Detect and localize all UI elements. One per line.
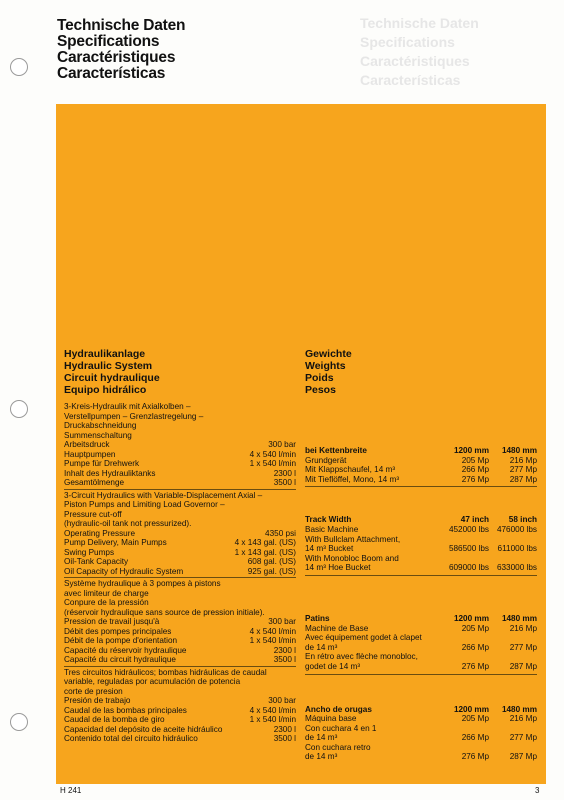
weights-row-label: With Bullclam Attachment, bbox=[305, 534, 401, 544]
spec-label: Hauptpumpen bbox=[64, 449, 116, 459]
weights-row bbox=[305, 643, 537, 653]
spec-value: 3500 l bbox=[273, 655, 296, 664]
orange-panel bbox=[56, 104, 546, 784]
hydraulics-block bbox=[64, 402, 296, 490]
description-line: Pressure cut-off bbox=[64, 509, 122, 519]
weights-row-label: Con cuchara retro bbox=[305, 742, 371, 752]
spec-label: Pression de travail jusqu'à bbox=[64, 617, 160, 626]
weights-value bbox=[489, 743, 537, 753]
punch-hole bbox=[10, 713, 28, 731]
block-description bbox=[64, 402, 296, 440]
spec-label: Débit de la pompe d'orientation bbox=[64, 636, 178, 645]
weights-header-col: 1200 mm bbox=[453, 704, 489, 714]
spec-row bbox=[64, 548, 296, 558]
page-titles bbox=[57, 18, 185, 82]
weights-row bbox=[305, 456, 537, 466]
weights-row-label: Mit Tieflöffel, Mono, 14 m³ bbox=[305, 474, 400, 484]
weights-section bbox=[305, 705, 537, 765]
weights-value: 266 Mp bbox=[461, 642, 489, 652]
weights-row-label: Máquina base bbox=[305, 714, 357, 724]
spec-row bbox=[64, 655, 296, 665]
spec-row bbox=[64, 478, 296, 488]
spec-value: 1 x 143 gal. (US) bbox=[234, 547, 296, 557]
weights-value bbox=[441, 743, 489, 753]
description-line: variable, reguladas por acumulación de potencia bbox=[64, 677, 241, 686]
weights-value: 277 Mp bbox=[509, 642, 537, 652]
weights-value bbox=[441, 633, 489, 643]
weights-header-col: 1200 mm bbox=[453, 446, 489, 455]
spec-label: Pumpe für Drehwerk bbox=[64, 459, 140, 468]
weights-row-label: de 14 m³ bbox=[305, 752, 338, 762]
weights-header-col: 1480 mm bbox=[501, 613, 537, 623]
spec-value: 300 bar bbox=[268, 440, 296, 449]
weights-tables bbox=[305, 446, 537, 764]
weights-value bbox=[441, 554, 489, 564]
spec-value: 300 bar bbox=[268, 617, 296, 626]
spec-row bbox=[64, 617, 296, 627]
hydraulics-headers bbox=[64, 348, 296, 396]
weights-row-label: En rétro avec flèche monobloc, bbox=[305, 652, 418, 662]
description-line: Verstellpumpen – Grenzlastregelung – bbox=[64, 411, 204, 421]
weights-value: 633000 lbs bbox=[496, 563, 537, 573]
description-line: Tres circuitos hidráulicos; bombas hidráulicas de caudal bbox=[64, 667, 267, 677]
weights-column bbox=[305, 348, 537, 764]
title-es: Características bbox=[57, 65, 166, 82]
spec-row bbox=[64, 567, 296, 577]
title-en: Specifications bbox=[57, 33, 160, 50]
description-line: 3-Circuit Hydraulics with Variable-Displacement Axial – bbox=[64, 490, 263, 500]
title-de: Technische Daten bbox=[57, 17, 186, 34]
spec-value: 4 x 540 l/min bbox=[249, 449, 296, 459]
weights-row bbox=[305, 624, 537, 634]
spec-value: 925 gal. (US) bbox=[247, 566, 296, 576]
weights-value: 216 Mp bbox=[509, 623, 537, 633]
weights-row-label: 14 m³ Hoe Bucket bbox=[305, 563, 371, 573]
weights-value bbox=[441, 652, 489, 662]
hydraulics-column bbox=[64, 348, 296, 746]
weights-row-label: Grundgerät bbox=[305, 455, 347, 465]
spec-row bbox=[64, 557, 296, 567]
weights-header-row bbox=[305, 614, 537, 624]
description-line: Summenschaltung bbox=[64, 430, 132, 440]
spec-label: Oil-Tank Capacity bbox=[64, 557, 129, 566]
description-line: Conpure de la pressión bbox=[64, 598, 149, 607]
weights-value: 611000 lbs bbox=[497, 544, 537, 554]
bleed-through-titles bbox=[360, 14, 479, 90]
weights-value bbox=[489, 652, 537, 662]
weights-value bbox=[489, 535, 537, 545]
weights-row bbox=[305, 563, 537, 573]
spec-value: 608 gal. (US) bbox=[247, 557, 296, 566]
weights-section bbox=[305, 515, 537, 576]
weights-row bbox=[305, 525, 537, 535]
weights-row-label: Machine de Base bbox=[305, 623, 369, 633]
ghost-title: Specifications bbox=[360, 34, 455, 50]
weights-header-col: 58 inch bbox=[508, 515, 537, 525]
weights-value: 216 Mp bbox=[509, 714, 537, 724]
weights-value: 277 Mp bbox=[509, 465, 537, 475]
weights-value bbox=[489, 633, 537, 643]
description-line: 3-Kreis-Hydraulik mit Axialkolben – bbox=[64, 402, 191, 411]
ghost-title: Technische Daten bbox=[360, 15, 479, 31]
weights-value: 205 Mp bbox=[461, 623, 489, 633]
weights-value: 277 Mp bbox=[509, 733, 537, 743]
spec-row bbox=[64, 706, 296, 716]
description-line: Druckabschneidung bbox=[64, 421, 137, 430]
spec-value: 4 x 143 gal. (US) bbox=[234, 538, 296, 547]
weights-header-col: 47 inch bbox=[460, 515, 489, 525]
block-description bbox=[64, 668, 296, 697]
spec-value: 4350 psi bbox=[265, 528, 296, 538]
spec-label: Capacidad del depósito de aceite hidráulico bbox=[64, 724, 223, 734]
description-line: avec limiteur de charge bbox=[64, 588, 149, 598]
weights-value: 276 Mp bbox=[461, 474, 489, 484]
spec-row bbox=[64, 636, 296, 646]
weights-row bbox=[305, 554, 537, 564]
weights-row bbox=[305, 535, 537, 545]
spec-label: Arbeitsdruck bbox=[64, 440, 110, 449]
spec-label: Caudal de las bombas principales bbox=[64, 705, 187, 715]
spec-label: Caudal de la bomba de giro bbox=[64, 715, 165, 724]
weights-header-label: bei Kettenbreite bbox=[305, 446, 367, 455]
weights-row-label: de 14 m³ bbox=[305, 642, 338, 652]
weights-value: 609000 lbs bbox=[448, 563, 489, 573]
section-heading: Pesos bbox=[305, 384, 336, 396]
spec-label: Gesamtölmenge bbox=[64, 478, 125, 487]
weights-row bbox=[305, 752, 537, 762]
description-line: Système hydraulique à 3 pompes à pistons bbox=[64, 579, 221, 588]
weights-row bbox=[305, 475, 537, 485]
weights-value bbox=[489, 554, 537, 564]
spec-row bbox=[64, 696, 296, 706]
hydraulics-block bbox=[64, 491, 296, 579]
section-heading: Poids bbox=[305, 372, 334, 384]
punch-hole bbox=[10, 400, 28, 418]
spec-label: Inhalt des Hydrauliktanks bbox=[64, 468, 156, 478]
spec-value: 1 x 540 l/min bbox=[249, 715, 296, 724]
page-number: 3 bbox=[535, 786, 540, 795]
section-heading: Gewichte bbox=[305, 348, 352, 360]
weights-row-label: godet de 14 m³ bbox=[305, 661, 361, 671]
weights-header-row bbox=[305, 446, 537, 456]
weights-value: 205 Mp bbox=[461, 455, 489, 465]
weights-value: 266 Mp bbox=[461, 465, 489, 475]
block-description bbox=[64, 491, 296, 529]
description-line: (hydraulic-oil tank not pressurized). bbox=[64, 519, 192, 528]
weights-section bbox=[305, 446, 537, 487]
spec-label: Operating Pressure bbox=[64, 528, 135, 538]
weights-value: 276 Mp bbox=[461, 752, 489, 762]
spec-value: 4 x 540 l/min bbox=[249, 626, 296, 636]
spec-label: Oil Capacity of Hydraulic System bbox=[64, 566, 184, 576]
spec-row bbox=[64, 459, 296, 469]
spec-row bbox=[64, 450, 296, 460]
weights-row bbox=[305, 633, 537, 643]
spec-value: 3500 l bbox=[273, 478, 296, 487]
weights-row bbox=[305, 743, 537, 753]
weights-value: 276 Mp bbox=[461, 661, 489, 671]
spec-value: 4 x 540 l/min bbox=[249, 705, 296, 715]
punch-hole bbox=[10, 58, 28, 76]
description-line: (réservoir hydraulique sans source de pression initiale). bbox=[64, 607, 265, 617]
section-heading: Equipo hidrálico bbox=[64, 384, 147, 396]
weights-value: 266 Mp bbox=[461, 733, 489, 743]
spec-value: 2300 l bbox=[273, 645, 296, 655]
spec-label: Contenido total del circuito hidráulico bbox=[64, 734, 198, 743]
weights-header-label: Ancho de orugas bbox=[305, 704, 372, 714]
spec-row bbox=[64, 627, 296, 637]
weights-header-row bbox=[305, 705, 537, 715]
weights-header-label: Track Width bbox=[305, 515, 352, 525]
weights-row-label: Con cuchara 4 en 1 bbox=[305, 723, 377, 733]
spec-value: 3500 l bbox=[273, 734, 296, 743]
section-heading: Weights bbox=[305, 360, 346, 372]
weights-header-col: 1480 mm bbox=[501, 446, 537, 455]
weights-row bbox=[305, 724, 537, 734]
spec-row bbox=[64, 538, 296, 548]
model-number: H 241 bbox=[60, 786, 82, 795]
weights-value: 476000 lbs bbox=[496, 524, 537, 534]
weights-row-label: With Monobloc Boom and bbox=[305, 553, 399, 563]
section-heading: Hydraulic System bbox=[64, 360, 153, 372]
spec-value: 1 x 540 l/min bbox=[249, 459, 296, 468]
description-line: corte de presion bbox=[64, 686, 123, 696]
weights-row bbox=[305, 544, 537, 554]
title-fr: Caractéristiques bbox=[57, 49, 176, 66]
weights-row-label: Avec équipement godet à clapet bbox=[305, 633, 422, 643]
ghost-title: Características bbox=[360, 72, 461, 88]
spec-label: Swing Pumps bbox=[64, 547, 115, 557]
ghost-title: Caractéristiques bbox=[360, 53, 470, 69]
weights-value bbox=[489, 724, 537, 734]
weights-row bbox=[305, 652, 537, 662]
weights-row bbox=[305, 714, 537, 724]
spec-value: 300 bar bbox=[268, 696, 296, 705]
weights-row-label: 14 m³ Bucket bbox=[305, 544, 354, 554]
weights-header-col: 1200 mm bbox=[453, 613, 489, 623]
spec-row bbox=[64, 734, 296, 744]
weights-value: 287 Mp bbox=[509, 661, 537, 671]
spec-row bbox=[64, 469, 296, 479]
weights-value: 205 Mp bbox=[461, 714, 489, 724]
weights-value: 586500 lbs bbox=[448, 544, 489, 554]
spec-label: Presión de trabajo bbox=[64, 696, 131, 705]
weights-value: 287 Mp bbox=[509, 474, 537, 484]
spec-row bbox=[64, 725, 296, 735]
section-heading: Circuit hydraulique bbox=[64, 372, 160, 384]
weights-row-label: de 14 m³ bbox=[305, 733, 338, 743]
spec-row bbox=[64, 715, 296, 725]
weights-row bbox=[305, 465, 537, 475]
spec-label: Capacité du réservoir hydraulique bbox=[64, 645, 187, 655]
weights-value: 452000 lbs bbox=[448, 524, 489, 534]
weights-value bbox=[441, 535, 489, 545]
spec-value: 2300 l bbox=[273, 724, 296, 734]
weights-header-col: 1480 mm bbox=[501, 704, 537, 714]
weights-value bbox=[441, 724, 489, 734]
weights-header-label: Patins bbox=[305, 613, 330, 623]
weights-header-row bbox=[305, 515, 537, 525]
hydraulics-block bbox=[64, 668, 296, 745]
block-description bbox=[64, 579, 296, 617]
spec-label: Pump Delivery, Main Pumps bbox=[64, 538, 167, 547]
spec-label: Capacité du circuit hydraulique bbox=[64, 655, 176, 664]
weights-row-label: Mit Klappschaufel, 14 m³ bbox=[305, 465, 396, 475]
description-line: Piston Pumps and Limiting Load Governor – bbox=[64, 500, 225, 509]
weights-value: 287 Mp bbox=[509, 752, 537, 762]
spec-value: 2300 l bbox=[273, 468, 296, 478]
spec-row bbox=[64, 440, 296, 450]
weights-value: 216 Mp bbox=[509, 455, 537, 465]
weights-section bbox=[305, 614, 537, 675]
hydraulics-block bbox=[64, 579, 296, 667]
spec-row bbox=[64, 529, 296, 539]
spec-value: 1 x 540 l/min bbox=[249, 636, 296, 645]
weights-row bbox=[305, 733, 537, 743]
weights-row bbox=[305, 662, 537, 672]
weights-row-label: Basic Machine bbox=[305, 524, 359, 534]
hydraulics-blocks bbox=[64, 402, 296, 745]
spec-label: Débit des pompes principales bbox=[64, 626, 172, 636]
section-heading: Hydraulikanlage bbox=[64, 348, 146, 360]
spec-row bbox=[64, 646, 296, 656]
weights-headers bbox=[305, 348, 537, 396]
